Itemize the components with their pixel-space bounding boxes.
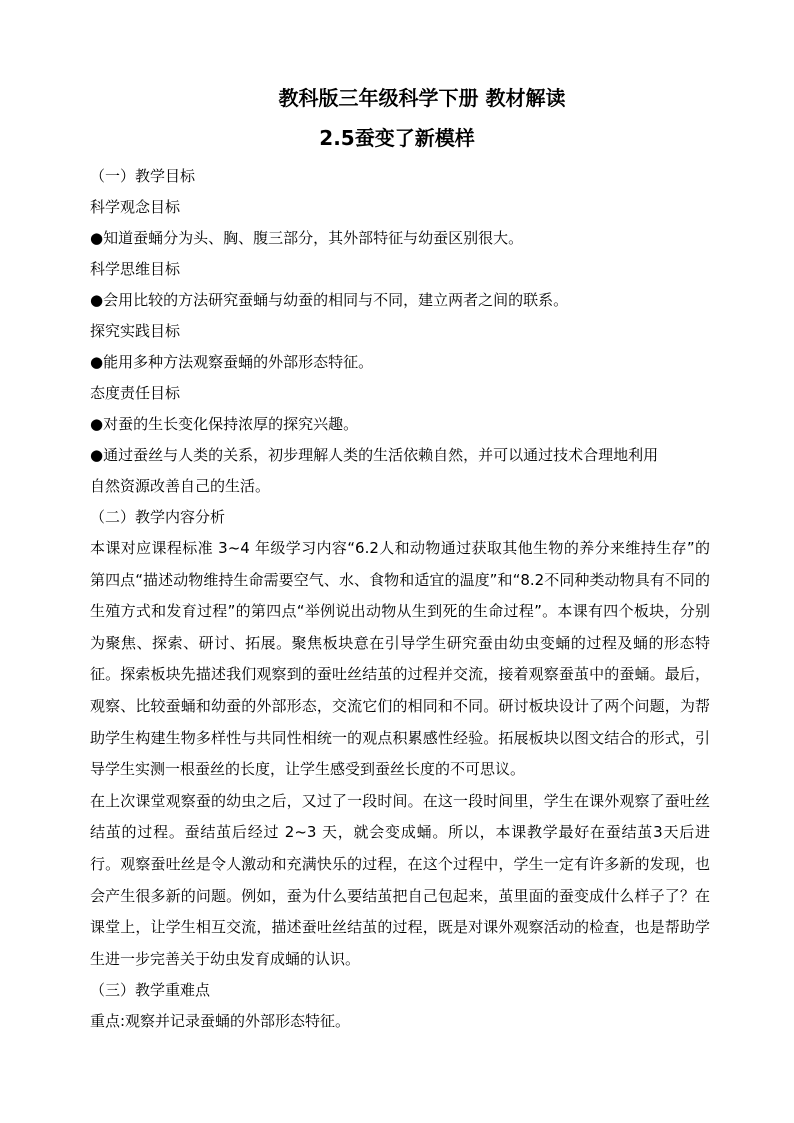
- section-heading-key-points: （三）教学重难点: [90, 981, 211, 1000]
- objective-item: ●对蚕的生长变化保持浓厚的探究兴趣。: [90, 415, 359, 433]
- objective-item: ●能用多种方法观察蚕蛹的外部形态特征。: [90, 353, 374, 371]
- section-heading-content-analysis: （二）教学内容分析: [90, 508, 226, 526]
- objective-item-line1: ●通过蚕丝与人类的关系，初步理解人类的生活依赖自然，并可以通过技术合理地利用: [90, 446, 659, 464]
- section-heading-objectives: （一）教学目标: [90, 167, 196, 185]
- objective-item-line2: 自然资源改善自己的生活。: [90, 477, 271, 495]
- key-point-item: 重点:观察并记录蚕蛹的外部形态特征。: [90, 1012, 351, 1031]
- document-body: [90, 161, 710, 1037]
- objective-item: ●知道蚕蛹分为头、胸、腹三部分，其外部特征与幼蚕区别很大。: [90, 229, 524, 247]
- subheading-science-concept: 科学观念目标: [90, 198, 181, 216]
- content-analysis-paragraph-2: 在上次课堂观察蚕的幼虫之后，又过了一段时间。在这一段时间里，学生在课外观察了蚕吐丝结茧的过程。蚕结茧后经过 2~3 天，就会变成蛹。所以，本课教学最好在蚕结茧3天后进行。观察蚕吐丝是令人激动和充满快乐的过程，在这个过程中，学生一定有许多新的发现，也会产生很多新的问题。例如，蚕为什么要结茧把自己包起来，茧里面的蚕变成什么样子了？在课堂上，让学生相互交流，描述蚕吐丝结茧的过程，既是对课外观察活动的检查，也是帮助学生进一步完善关于幼虫发育成蛹的认识。: [90, 791, 710, 968]
- subheading-inquiry-practice: 探究实践目标: [90, 322, 181, 340]
- content-analysis-paragraph-1: 本课对应课程标准 3~4 年级学习内容“6.2人和动物通过获取其他生物的养分来维持生存”的第四点“描述动物维持生命需要空气、水、食物和适宜的温度”和“8.2不同种类动物具有不同的生殖方式和发育过程”的第四点“举例说出动物从生到死的生命过程”。本课有四个板块，分别为聚焦、探索、研讨、拓展。聚焦板块意在引导学生研究蚕由幼虫变蛹的过程及蛹的形态特征。探索板块先描述我们观察到的蚕吐丝结茧的过程并交流，接着观察蚕茧中的蚕蛹。最后，观察、比较蚕蛹和幼蚕的外部形态，交流它们的相同和不同。研讨板块设计了两个问题，为帮助学生构建生物多样性与共同性相统一的观点积累感性经验。拓展板块以图文结合的形式，引导学生实测一根蚕丝的长度，让学生感受到蚕丝长度的不可思议。: [90, 539, 710, 779]
- objective-item: ●会用比较的方法研究蚕蛹与幼蚕的相同与不同，建立两者之间的联系。: [90, 291, 569, 309]
- subheading-attitude-responsibility: 态度责任目标: [90, 384, 181, 402]
- lesson-title: 2.5蚕变了新模样: [319, 126, 475, 150]
- subheading-science-thinking: 科学思维目标: [90, 260, 181, 278]
- document-title: 教科版三年级科学下册 教材解读: [278, 86, 566, 110]
